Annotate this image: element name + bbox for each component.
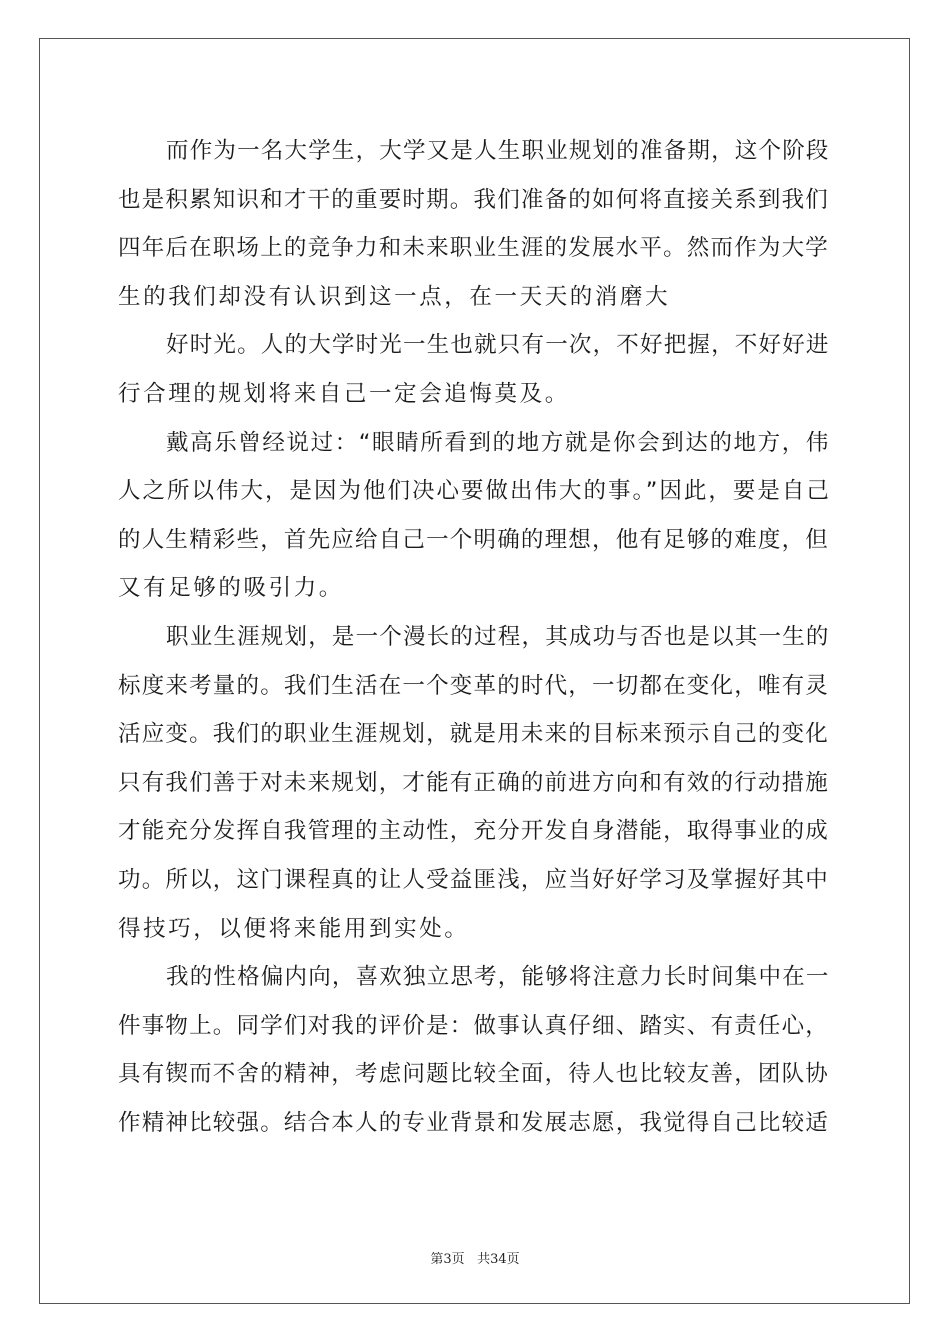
text-line: 只有我们善于对未来规划，才能有正确的前进方向和有效的行动措施 (118, 769, 830, 796)
text-line: 也是积累知识和才干的重要时期。我们准备的如何将直接关系到我们 (118, 186, 830, 213)
text-line: 又有足够的吸引力。 (118, 575, 344, 602)
text-line: 戴高乐曾经说过：“眼睛所看到的地方就是你会到达的地方，伟 (166, 429, 830, 456)
text-line: 人之所以伟大，是因为他们决心要做出伟大的事。”因此，要是自己 (118, 478, 831, 505)
page-footer (0, 1248, 950, 1267)
text-line: 作精神比较强。结合本人的专业背景和发展志愿，我觉得自己比较适 (118, 1109, 830, 1136)
text-line: 具有锲而不舍的精神，考虑问题比较全面，待人也比较友善，团队协 (118, 1061, 830, 1088)
text-line: 件事物上。同学们对我的评价是：做事认真仔细、踏实、有责任心， (118, 1012, 830, 1039)
text-line: 生的我们却没有认识到这一点，在一天天的消磨大 (118, 283, 671, 310)
text-line: 活应变。我们的职业生涯规划，就是用未来的目标来预示自己的变化 (118, 721, 830, 748)
text-line: 而作为一名大学生，大学又是人生职业规划的准备期，这个阶段 (166, 138, 830, 164)
page-number: 第3页 (430, 1252, 465, 1267)
text-line: 得技巧，以便将来能用到实处。 (118, 915, 470, 942)
document-body (118, 127, 832, 1147)
text-line: 标度来考量的。我们生活在一个变革的时代，一切都在变化，唯有灵 (118, 672, 830, 699)
text-line: 职业生涯规划，是一个漫长的过程，其成功与否也是以其一生的 (166, 623, 830, 650)
text-line: 行合理的规划将来自己一定会追悔莫及。 (118, 380, 570, 407)
text-line: 好时光。人的大学时光一生也就只有一次，不好把握，不好好进 (166, 332, 830, 359)
page-total: 共34页 (477, 1252, 520, 1267)
text-line: 四年后在职场上的竞争力和未来职业生涯的发展水平。然而作为大学 (118, 235, 830, 262)
text-line: 的人生精彩些，首先应给自己一个明确的理想，他有足够的难度，但 (118, 526, 830, 553)
text-line: 功。所以，这门课程真的让人受益匪浅，应当好好学习及掌握好其中 (118, 866, 830, 893)
text-line: 才能充分发挥自我管理的主动性，充分开发自身潜能，取得事业的成 (118, 818, 830, 845)
text-line: 我的性格偏内向，喜欢独立思考，能够将注意力长时间集中在一 (166, 964, 830, 991)
